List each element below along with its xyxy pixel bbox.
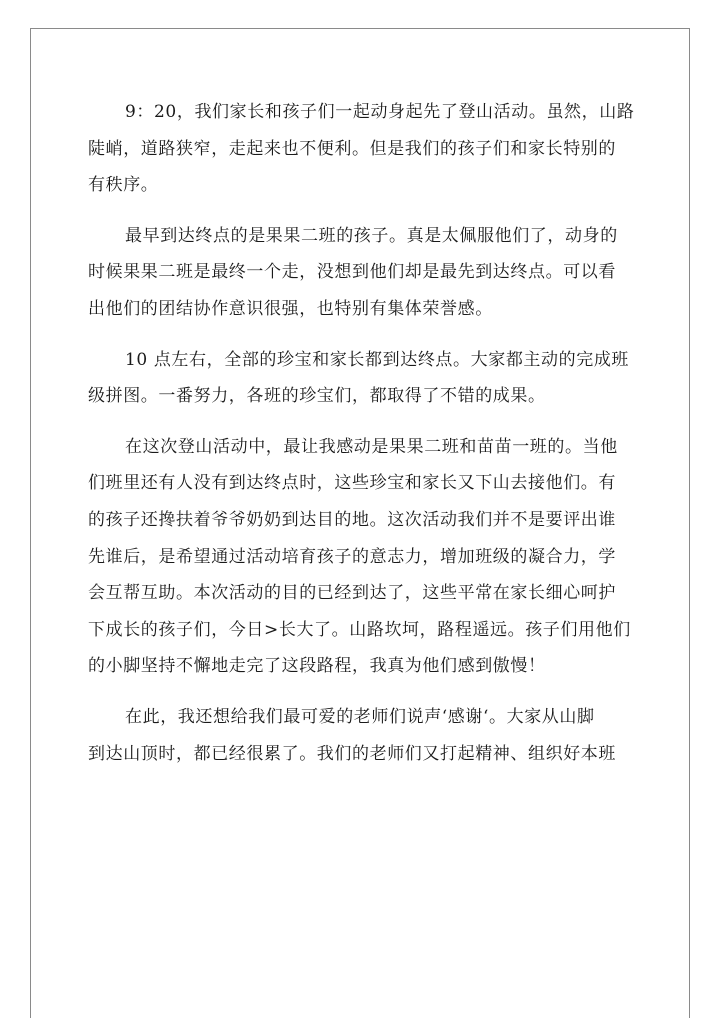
text-line: 会互帮互助。本次活动的目的已经到达了，这些平常在家长细心呵护 [88,583,616,604]
text-line: 在这次登山活动中，最让我感动是果果二班和苗苗一班的。当他 [125,436,618,457]
text-line: 到达山顶时，都已经很累了。我们的老师们又打起精神、组织好本班 [88,743,616,764]
text-line: 出他们的团结协作意识很强，也特别有集体荣誉感。 [88,298,493,319]
paragraph-5 [88,699,636,772]
text-line: 陡峭，道路狭窄，走起来也不便利。但是我们的孩子们和家长特别的 [88,138,616,159]
paragraph-1 [88,94,636,204]
paragraph-2 [88,218,636,328]
text-line: 们班里还有人没有到达终点时，这些珍宝和家长又下山去接他们。有 [88,473,616,494]
text-line: 10 点左右，全部的珍宝和家长都到达终点。大家都主动的完成班 [125,349,630,370]
paragraph-4 [88,429,636,685]
text-line: 有秩序。 [88,175,159,196]
text-line: 在此，我还想给我们最可爱的老师们说声‘感谢‘。大家从山脚 [125,706,595,727]
text-line: 级拼图。一番努力，各班的珍宝们，都取得了不错的成果。 [88,386,546,407]
text-line: 时候果果二班是最终一个走，没想到他们却是最先到达终点。可以看 [88,262,616,283]
text-line: 的孩子还搀扶着爷爷奶奶到达目的地。这次活动我们并不是要评出谁 [88,509,616,530]
text-line: 下成长的孩子们，今日>长大了。山路坎坷，路程遥远。孩子们用他们 [88,619,631,640]
text-line: 最早到达终点的是果果二班的孩子。真是太佩服他们了，动身的 [125,225,618,246]
document-body [88,94,636,772]
paragraph-3 [88,342,636,415]
text-line: 先谁后，是希望通过活动培育孩子的意志力，增加班级的凝合力，学 [88,546,616,567]
text-line: 9：20，我们家长和孩子们一起动身起先了登山活动。虽然，山路 [125,102,635,122]
text-line: 的小脚坚持不懈地走完了这段路程，我真为他们感到傲慢！ [88,656,546,677]
